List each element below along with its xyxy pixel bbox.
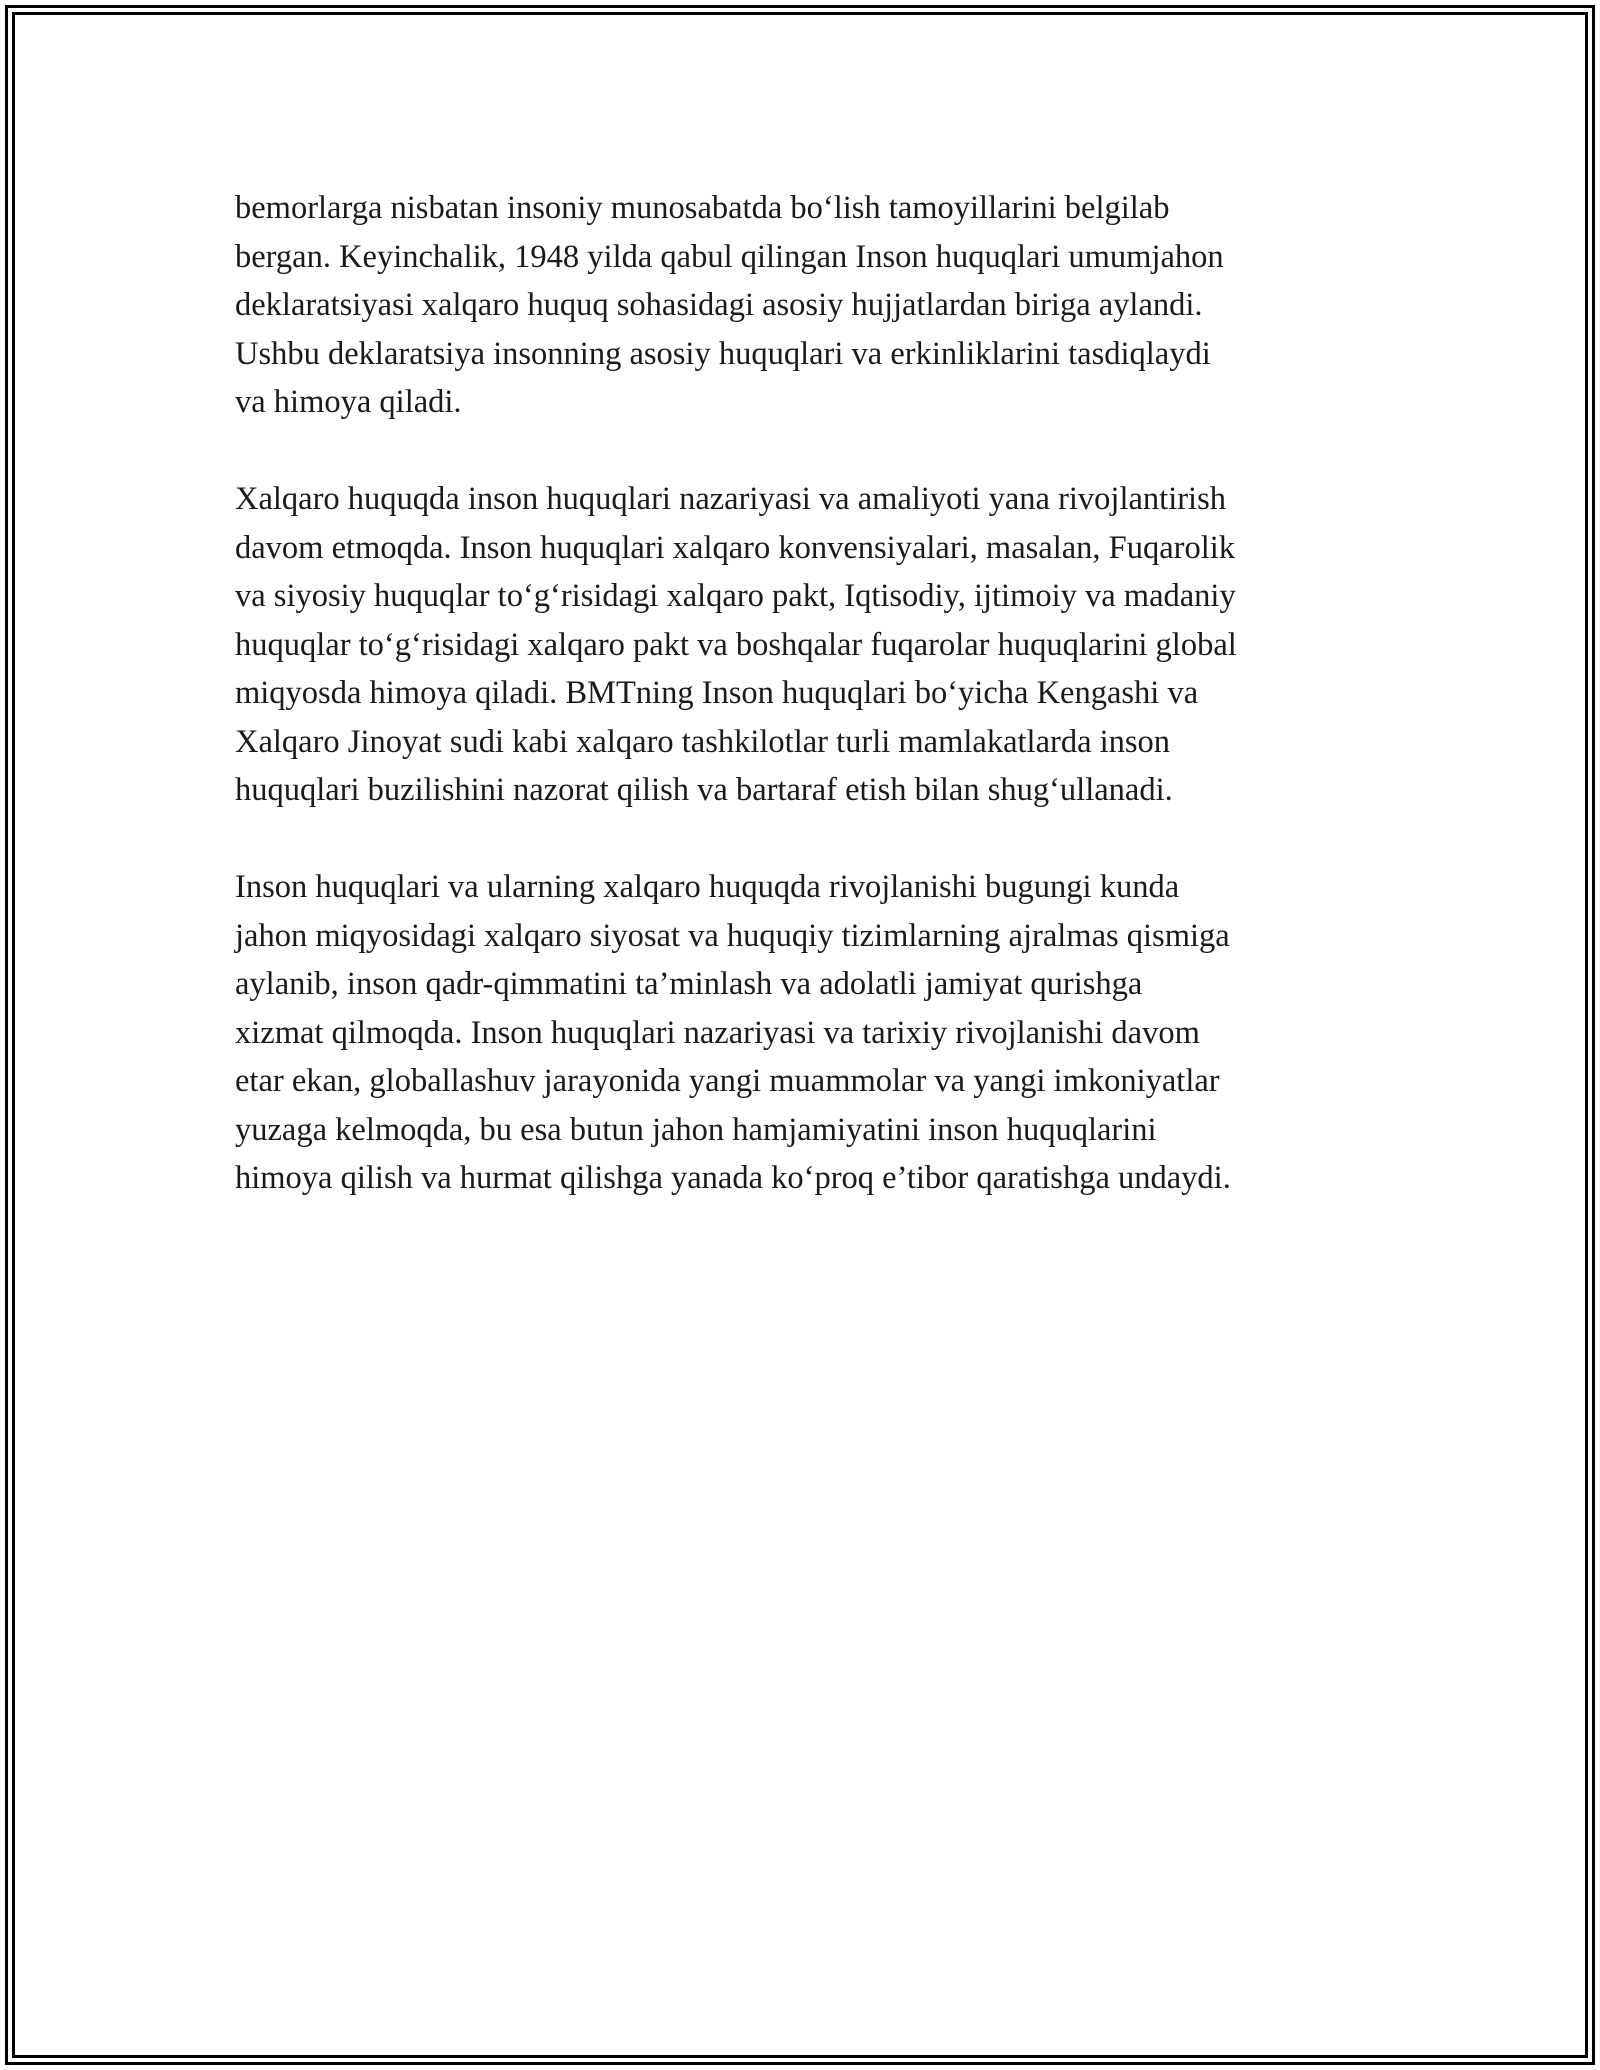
- text-line: Xalqaro huquqda inson huquqlari nazariyasi va amaliyoti yana rivojlantirish: [235, 481, 1226, 517]
- paragraph: [235, 184, 1375, 427]
- text-line: deklaratsiyasi xalqaro huquq sohasidagi asosiy hujjatlardan biriga aylandi.: [235, 287, 1203, 323]
- paragraph: [235, 863, 1375, 1203]
- text-line: etar ekan, globallashuv jarayonida yangi muammolar va yangi imkoniyatlar: [235, 1063, 1220, 1099]
- text-line: bergan. Keyinchalik, 1948 yilda qabul qilingan Inson huquqlari umumjahon: [235, 238, 1224, 275]
- text-line: Inson huquqlari va ularning xalqaro huquqda rivojlanishi bugungi kunda: [235, 869, 1180, 905]
- text-line: yuzaga kelmoqda, bu esa butun jahon hamjamiyatini inson huquqlarini: [235, 1111, 1157, 1148]
- text-line: Ushbu deklaratsiya insonning asosiy huquqlari va erkinliklarini tasdiqlaydi: [235, 335, 1211, 372]
- text-line: aylanib, inson qadr-qimmatini ta’minlash va adolatli jamiyat qurishga: [235, 966, 1143, 1002]
- text-line: xizmat qilmoqda. Inson huquqlari nazariyasi va tarixiy rivojlanishi davom: [235, 1014, 1200, 1051]
- text-line: huquqlari buzilishini nazorat qilish va bartaraf etish bilan shug‘ullanadi.: [235, 772, 1173, 808]
- text-line: miqyosda himoya qiladi. BMTning Inson huquqlari bo‘yicha Kengashi va: [235, 675, 1199, 711]
- text-line: bemorlarga nisbatan insoniy munosabatda bo‘lish tamoyillarini belgilab: [235, 190, 1170, 226]
- paragraph: [235, 475, 1375, 815]
- text-line: jahon miqyosidagi xalqaro siyosat va huquqiy tizimlarning ajralmas qismiga: [235, 917, 1230, 954]
- text-line: Xalqaro Jinoyat sudi kabi xalqaro tashkilotlar turli mamlakatlarda inson: [235, 723, 1171, 760]
- text-line: va siyosiy huquqlar to‘g‘risidagi xalqaro pakt, Iqtisodiy, ijtimoiy va madaniy: [235, 578, 1236, 614]
- text-line: himoya qilish va hurmat qilishga yanada ko‘proq e’tibor qaratishga undaydi.: [235, 1160, 1231, 1196]
- text-line: huquqlar to‘g‘risidagi xalqaro pakt va boshqalar fuqarolar huquqlarini global: [235, 626, 1237, 663]
- text-line: davom etmoqda. Inson huquqlari xalqaro konvensiyalari, masalan, Fuqarolik: [235, 529, 1236, 566]
- document-body: [235, 184, 1375, 1251]
- text-line: va himoya qiladi.: [235, 384, 462, 420]
